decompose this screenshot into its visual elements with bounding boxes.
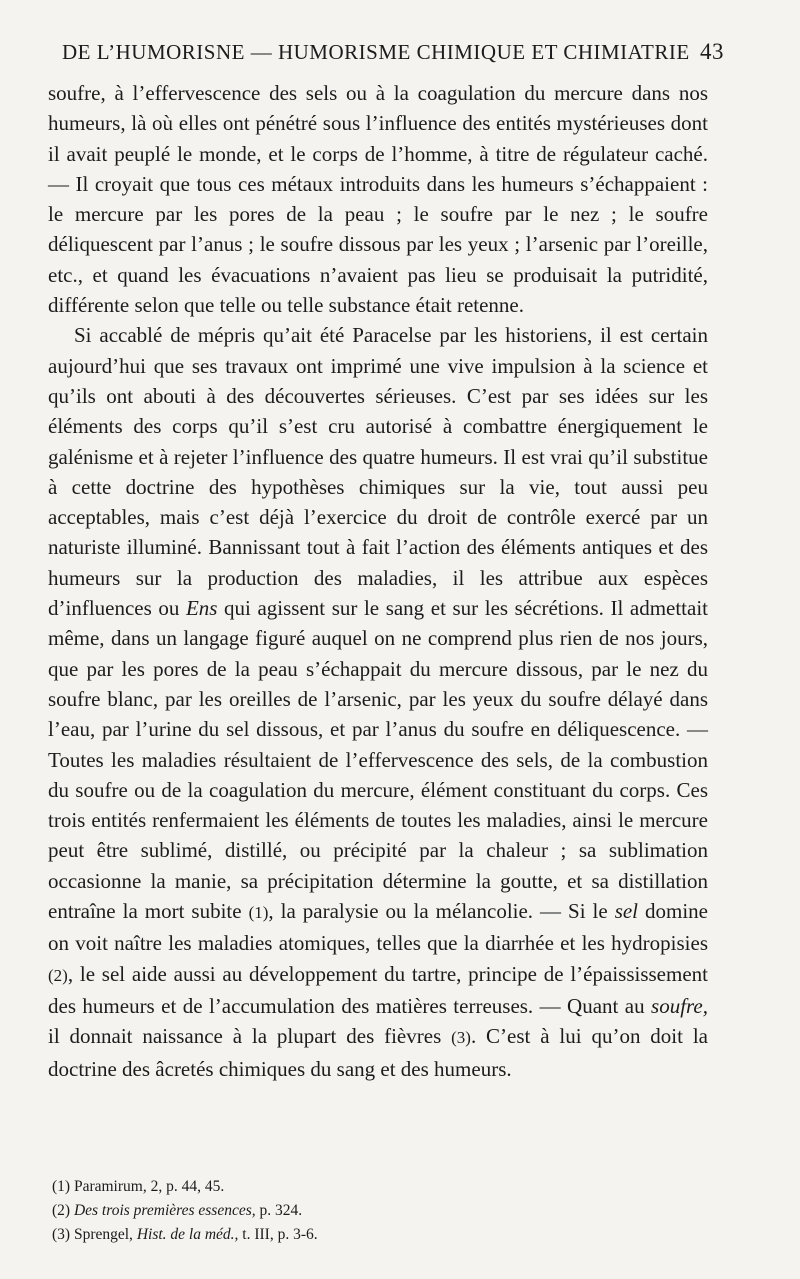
footnote-ref-2: (2) — [48, 965, 68, 985]
footnote-ref-3: (3) — [451, 1028, 471, 1048]
footnote-ref-1: (1) — [248, 903, 269, 923]
footnote-text: p. 324. — [255, 1202, 303, 1219]
footnote-number: (2) — [52, 1202, 71, 1219]
paragraph-2 — [48, 320, 708, 1083]
footnotes — [52, 1175, 692, 1247]
footnote-3 — [52, 1223, 692, 1247]
text-run: qui agissent sur le sang et sur les sécrétions. Il admettait même, dans un langage figuré auquel on ne comprend plus rien de nos jours, que par les pores de la peau s’échappait du mercure dissous, par le nez du soufre blanc, par les oreilles de l’arsenic, par les yeux du soufre délayé dans l’eau, par l’urine du sel dissous, et par l’anus du soufre en déliquescence. — Toutes les maladies résultaient de l’effervescence des sels, de la combustion du soufre ou de la coagulation du mercure, élément constituant du corps. Ces trois entités renfermaient les éléments de toutes les maladies, ainsi le mercure peut être sublimé, distillé, ou précipité par la chaleur ; sa sublimation occasionne la manie, sa précipitation détermine la goutte, et sa distillation entraîne la mort subite — [48, 596, 709, 924]
book-page — [48, 39, 724, 1084]
footnote-text: t. III, p. 3-6. — [238, 1226, 318, 1243]
footnote-title: Des trois premières essences, — [73, 1202, 256, 1219]
footnote-1 — [52, 1175, 692, 1199]
page-number: 43 — [700, 39, 724, 64]
text-run: Si accablé de mépris qu’ait été Paracelse par les historiens, il est certain aujourd’hui que ses travaux ont imprimé une vive impulsion à la science et qu’ils ont abouti à des découvertes sérieuses. C’est par ses idées sur les éléments des corps qu’il s’est cru autorisé à combattre énergiquement le galénisme et à rejeter l’influence des quatre humeurs. Il est vrai qu’il substitue à cette doctrine des hypothèses chimiques sur la vie, tout aussi peu acceptables, mais c’est déjà l’exercice du droit de contrôle exercé par un naturiste illuminé. Bannissant tout à fait l’action des éléments antiques et des humeurs sur la production des maladies, il les attribue aux espèces d’influences ou — [48, 323, 708, 621]
footnote-title: Hist. de la méd., — [136, 1226, 239, 1243]
running-head — [48, 39, 724, 78]
footnote-text: Paramirum, 2, p. 44, 45. — [70, 1178, 225, 1195]
text-run: domine on voit naître les maladies atomiques, telles que la diarrhée et les hydropisies — [48, 899, 708, 956]
italic-term-soufre: soufre, — [651, 993, 708, 1018]
italic-term-ens: Ens — [185, 596, 218, 621]
running-title: DE L’HUMORISNE — HUMORISME CHIMIQUE ET CHIMIATRIE — [62, 40, 690, 64]
italic-term-sel: sel — [614, 899, 639, 924]
text-run: , la paralysie ou la mélancolie. — Si le — [268, 899, 615, 924]
footnote-number: (3) — [52, 1226, 71, 1243]
text-run: . C’est à lui qu’on doit la doctrine des âcretés chimiques du sang et des humeurs. — [48, 1024, 708, 1081]
text-run: il donnait naissance à la plupart des fièvres — [48, 1024, 452, 1049]
paragraph-1: soufre, à l’effervescence des sels ou à la coagulation du mercure dans nos humeurs, là où elles ont pénétré sous l’influence des entités mystérieuses dont il avait peuplé le monde, et le corps de l’homme, à titre de régulateur caché. — Il croyait que tous ces métaux introduits dans les humeurs s’échappaient : le mercure par les pores de la peau ; le soufre par le nez ; le soufre déliquescent par l’anus ; le soufre dissous par les yeux ; l’arsenic par l’oreille, etc., et quand les évacuations n’avaient pas lieu se produisait la putridité, différente selon que telle ou telle substance était retenne. — [48, 81, 708, 318]
footnote-number: (1) — [52, 1178, 71, 1195]
body-text — [48, 78, 708, 1084]
footnote-2 — [52, 1199, 692, 1223]
footnote-text: Sprengel, — [70, 1226, 137, 1243]
text-run: , le sel aide aussi au développement du tartre, principe de l’épaississement des humeurs et de l’accumulation des matières terreuses. — Quant au — [48, 961, 708, 1018]
